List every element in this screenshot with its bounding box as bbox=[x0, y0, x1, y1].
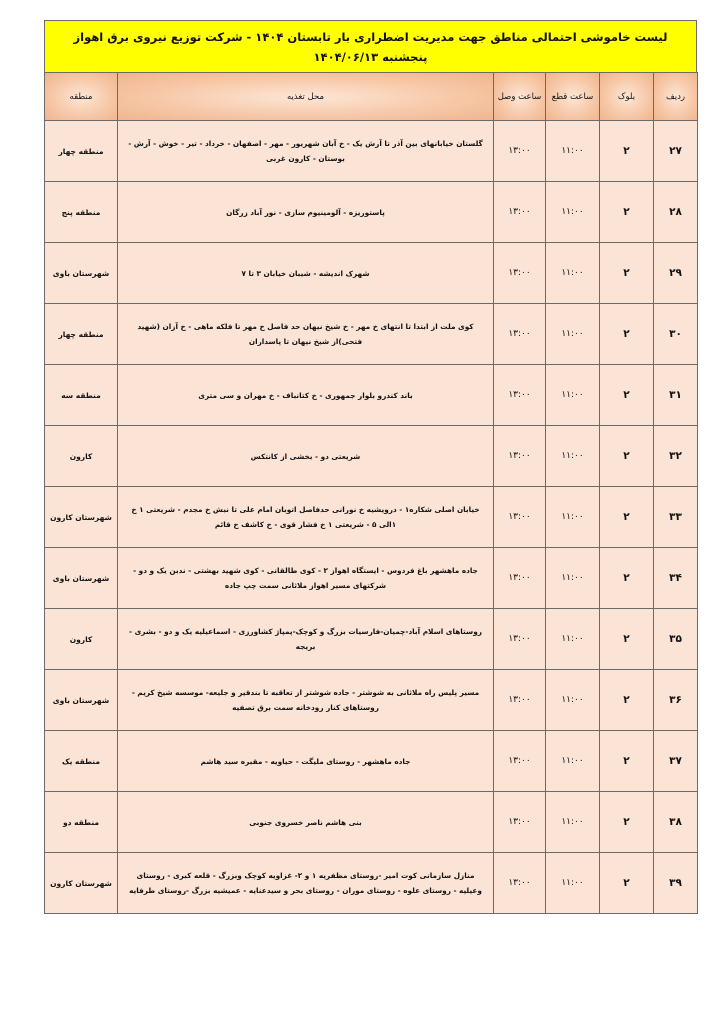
block-cell: ۲ bbox=[600, 121, 654, 182]
cut-time-cell: ۱۱:۰۰ bbox=[546, 670, 600, 731]
block-cell: ۲ bbox=[600, 426, 654, 487]
table-row bbox=[45, 243, 698, 304]
block-cell: ۲ bbox=[600, 670, 654, 731]
row-number-cell: ۳۰ bbox=[654, 304, 698, 365]
row-number-cell: ۳۱ bbox=[654, 365, 698, 426]
block-cell: ۲ bbox=[600, 853, 654, 914]
block-cell: ۲ bbox=[600, 548, 654, 609]
location-cell: پاستوریزه - آلومینیوم سازی - نور آباد زرگان bbox=[118, 182, 494, 243]
location-cell: شهرک اندیشه - شیبان خیابان ۳ تا ۷ bbox=[118, 243, 494, 304]
region-cell: شهرستان باوی bbox=[45, 548, 118, 609]
block-cell: ۲ bbox=[600, 792, 654, 853]
connect-time-cell: ۱۳:۰۰ bbox=[494, 121, 546, 182]
header-block: بلوک bbox=[600, 73, 654, 121]
region-cell: منطقه پنج bbox=[45, 182, 118, 243]
connect-time-cell: ۱۳:۰۰ bbox=[494, 670, 546, 731]
region-cell: شهرستان باوی bbox=[45, 670, 118, 731]
table-header-row bbox=[45, 73, 698, 121]
row-number-cell: ۲۷ bbox=[654, 121, 698, 182]
connect-time-cell: ۱۳:۰۰ bbox=[494, 304, 546, 365]
region-cell: کارون bbox=[45, 609, 118, 670]
table-row bbox=[45, 731, 698, 792]
table-row bbox=[45, 548, 698, 609]
header-cut-time: ساعت قطع bbox=[546, 73, 600, 121]
document-date: پنجشنبه ۱۴۰۴/۰۶/۱۳ bbox=[313, 49, 428, 64]
table-row bbox=[45, 426, 698, 487]
row-number-cell: ۳۸ bbox=[654, 792, 698, 853]
region-cell: شهرستان کارون bbox=[45, 487, 118, 548]
cut-time-cell: ۱۱:۰۰ bbox=[546, 426, 600, 487]
table-row bbox=[45, 792, 698, 853]
region-cell: شهرستان باوی bbox=[45, 243, 118, 304]
row-number-cell: ۳۵ bbox=[654, 609, 698, 670]
connect-time-cell: ۱۳:۰۰ bbox=[494, 365, 546, 426]
cut-time-cell: ۱۱:۰۰ bbox=[546, 121, 600, 182]
table-row bbox=[45, 365, 698, 426]
cut-time-cell: ۱۱:۰۰ bbox=[546, 304, 600, 365]
row-number-cell: ۳۳ bbox=[654, 487, 698, 548]
block-cell: ۲ bbox=[600, 609, 654, 670]
row-number-cell: ۲۸ bbox=[654, 182, 698, 243]
connect-time-cell: ۱۳:۰۰ bbox=[494, 731, 546, 792]
location-cell: منازل سازمانی کوت امیر -روستای مظفریه ۱ و ۲- غزاویه کوچک وبزرگ - قلعه کبری - روستای وعیلیه - روستای علوه - روستای موران - روستای بحر و سیدعنایه - عمیشیه بزرگ -روستای طرفایه bbox=[118, 853, 494, 914]
region-cell: شهرستان کارون bbox=[45, 853, 118, 914]
header-row-number: ردیف bbox=[654, 73, 698, 121]
connect-time-cell: ۱۳:۰۰ bbox=[494, 548, 546, 609]
row-number-cell: ۳۷ bbox=[654, 731, 698, 792]
title-band bbox=[44, 20, 697, 72]
row-number-cell: ۳۴ bbox=[654, 548, 698, 609]
row-number-cell: ۳۶ bbox=[654, 670, 698, 731]
cut-time-cell: ۱۱:۰۰ bbox=[546, 487, 600, 548]
location-cell: خیابان اصلی شکاره۱ - درویشیه خ نورانی حدفاصل اتوبان امام علی تا نبش خ مجدم - شریعتی ۱ خ ۱الی ۵ - شریعتی ۱ خ فشار قوی - خ کاشف خ قائم bbox=[118, 487, 494, 548]
location-cell: مسیر پلیس راه ملاثانی به شوشتر - جاده شوشتر از تعاقبه تا بندقیر و جلیعه- موسسه شیخ کریم - روستاهای کنار رودخانه سمت برق تصفیه bbox=[118, 670, 494, 731]
location-cell: جاده ماهشهر باغ فردوس - ایستگاه اهواز ۲ - کوی طالقانی - کوی شهید بهشتی - ندبن یک و دو - شرکتهای مسیر اهواز ملاثانی سمت چپ جاده bbox=[118, 548, 494, 609]
cut-time-cell: ۱۱:۰۰ bbox=[546, 731, 600, 792]
connect-time-cell: ۱۳:۰۰ bbox=[494, 487, 546, 548]
location-cell: باند کندرو بلوار جمهوری - خ کتانباف - خ مهران و سی متری bbox=[118, 365, 494, 426]
location-cell: روستاهای اسلام آباد-چمیان-فارسیات بزرگ و کوچک-پمپاژ کشاورزی - اسماعیلیه یک و دو - بشری - بریجه bbox=[118, 609, 494, 670]
header-region: منطقه bbox=[45, 73, 118, 121]
cut-time-cell: ۱۱:۰۰ bbox=[546, 853, 600, 914]
cut-time-cell: ۱۱:۰۰ bbox=[546, 548, 600, 609]
region-cell: منطقه یک bbox=[45, 731, 118, 792]
block-cell: ۲ bbox=[600, 731, 654, 792]
connect-time-cell: ۱۳:۰۰ bbox=[494, 182, 546, 243]
cut-time-cell: ۱۱:۰۰ bbox=[546, 792, 600, 853]
table-row bbox=[45, 304, 698, 365]
location-cell: گلستان خیابانهای بین آذر تا آرش یک - خ آبان شهریور - مهر - اصفهان - خرداد - تیر - خوش - آرش - بوستان - کارون غربی bbox=[118, 121, 494, 182]
connect-time-cell: ۱۳:۰۰ bbox=[494, 243, 546, 304]
location-cell: جاده ماهشهر - روستای ملیگت - حیاویه - مقبره سید هاشم bbox=[118, 731, 494, 792]
table-row bbox=[45, 670, 698, 731]
header-connect-time: ساعت وصل bbox=[494, 73, 546, 121]
table-row bbox=[45, 182, 698, 243]
connect-time-cell: ۱۳:۰۰ bbox=[494, 792, 546, 853]
cut-time-cell: ۱۱:۰۰ bbox=[546, 243, 600, 304]
block-cell: ۲ bbox=[600, 243, 654, 304]
region-cell: منطقه سه bbox=[45, 365, 118, 426]
location-cell: بنی هاشم ناصر خسروی جنوبی bbox=[118, 792, 494, 853]
connect-time-cell: ۱۳:۰۰ bbox=[494, 853, 546, 914]
region-cell: منطقه دو bbox=[45, 792, 118, 853]
block-cell: ۲ bbox=[600, 182, 654, 243]
table-row bbox=[45, 487, 698, 548]
table-row bbox=[45, 121, 698, 182]
block-cell: ۲ bbox=[600, 304, 654, 365]
location-cell: کوی ملت از ابتدا تا انتهای خ مهر - خ شیخ نیهان حد فاصل خ مهر تا فلکه ماهی - خ آزان (شهید فتحی)از شیخ نیهان تا پاسداران bbox=[118, 304, 494, 365]
cut-time-cell: ۱۱:۰۰ bbox=[546, 182, 600, 243]
outage-schedule-sheet bbox=[44, 20, 697, 914]
row-number-cell: ۳۹ bbox=[654, 853, 698, 914]
block-cell: ۲ bbox=[600, 487, 654, 548]
document-title: لیست خاموشی احتمالی مناطق جهت مدیریت اضطراری بار تابستان ۱۴۰۴ - شرکت توزیع نیروی برق اهواز bbox=[73, 29, 668, 44]
region-cell: منطقه چهار bbox=[45, 121, 118, 182]
row-number-cell: ۲۹ bbox=[654, 243, 698, 304]
header-location: محل تغذیه bbox=[118, 73, 494, 121]
outage-table bbox=[44, 72, 698, 914]
connect-time-cell: ۱۳:۰۰ bbox=[494, 426, 546, 487]
row-number-cell: ۳۲ bbox=[654, 426, 698, 487]
cut-time-cell: ۱۱:۰۰ bbox=[546, 365, 600, 426]
table-row bbox=[45, 853, 698, 914]
cut-time-cell: ۱۱:۰۰ bbox=[546, 609, 600, 670]
connect-time-cell: ۱۳:۰۰ bbox=[494, 609, 546, 670]
region-cell: کارون bbox=[45, 426, 118, 487]
block-cell: ۲ bbox=[600, 365, 654, 426]
region-cell: منطقه چهار bbox=[45, 304, 118, 365]
location-cell: شریعتی دو - بخشی از کانتکس bbox=[118, 426, 494, 487]
table-row bbox=[45, 609, 698, 670]
